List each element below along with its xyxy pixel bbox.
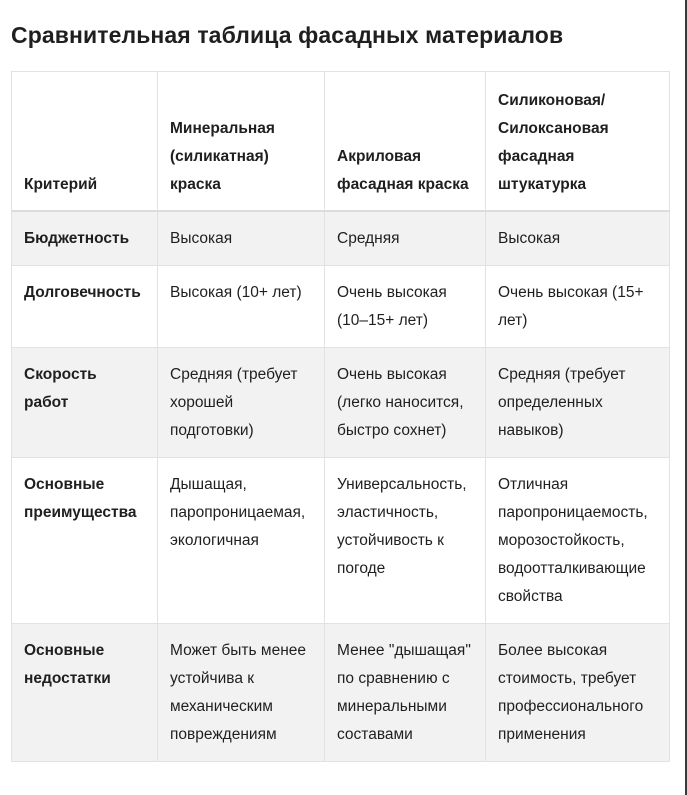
table-cell: Отличная паропроницаемость, морозостойкость, водоотталкивающие свойства [486,458,670,624]
row-criterion: Бюджетность [12,211,158,266]
table-cell: Средняя [325,211,486,266]
header-acrylic-paint: Акриловая фасадная краска [325,72,486,212]
table-cell: Средняя (требует определенных навыков) [486,348,670,458]
table-row [12,348,670,458]
table-cell: Дышащая, паропроницаемая, экологичная [158,458,325,624]
row-criterion: Скорость работ [12,348,158,458]
table-header-row [12,72,670,212]
table-cell: Может быть менее устойчива к механическим повреждениям [158,624,325,762]
table-row [12,624,670,762]
table-cell: Высокая [486,211,670,266]
header-criterion: Критерий [12,72,158,212]
header-mineral-paint: Минеральная (силикатная) краска [158,72,325,212]
table-row [12,458,670,624]
table-cell: Высокая (10+ лет) [158,266,325,348]
row-criterion: Долговечность [12,266,158,348]
row-criterion: Основные преимущества [12,458,158,624]
table-cell: Высокая [158,211,325,266]
table-cell: Менее "дышащая" по сравнению с минеральными составами [325,624,486,762]
header-silicone-plaster: Силиконовая/ Силоксановая фасадная штукатурка [486,72,670,212]
table-cell: Универсальность, эластичность, устойчивость к погоде [325,458,486,624]
table-cell: Очень высокая (10–15+ лет) [325,266,486,348]
table-cell: Более высокая стоимость, требует профессионального применения [486,624,670,762]
table-row [12,211,670,266]
table-cell: Очень высокая (легко наносится, быстро сохнет) [325,348,486,458]
table-row [12,266,670,348]
table-cell: Очень высокая (15+ лет) [486,266,670,348]
row-criterion: Основные недостатки [12,624,158,762]
table-cell: Средняя (требует хорошей подготовки) [158,348,325,458]
page-title: Сравнительная таблица фасадных материалов [11,22,564,48]
comparison-table [11,71,670,762]
